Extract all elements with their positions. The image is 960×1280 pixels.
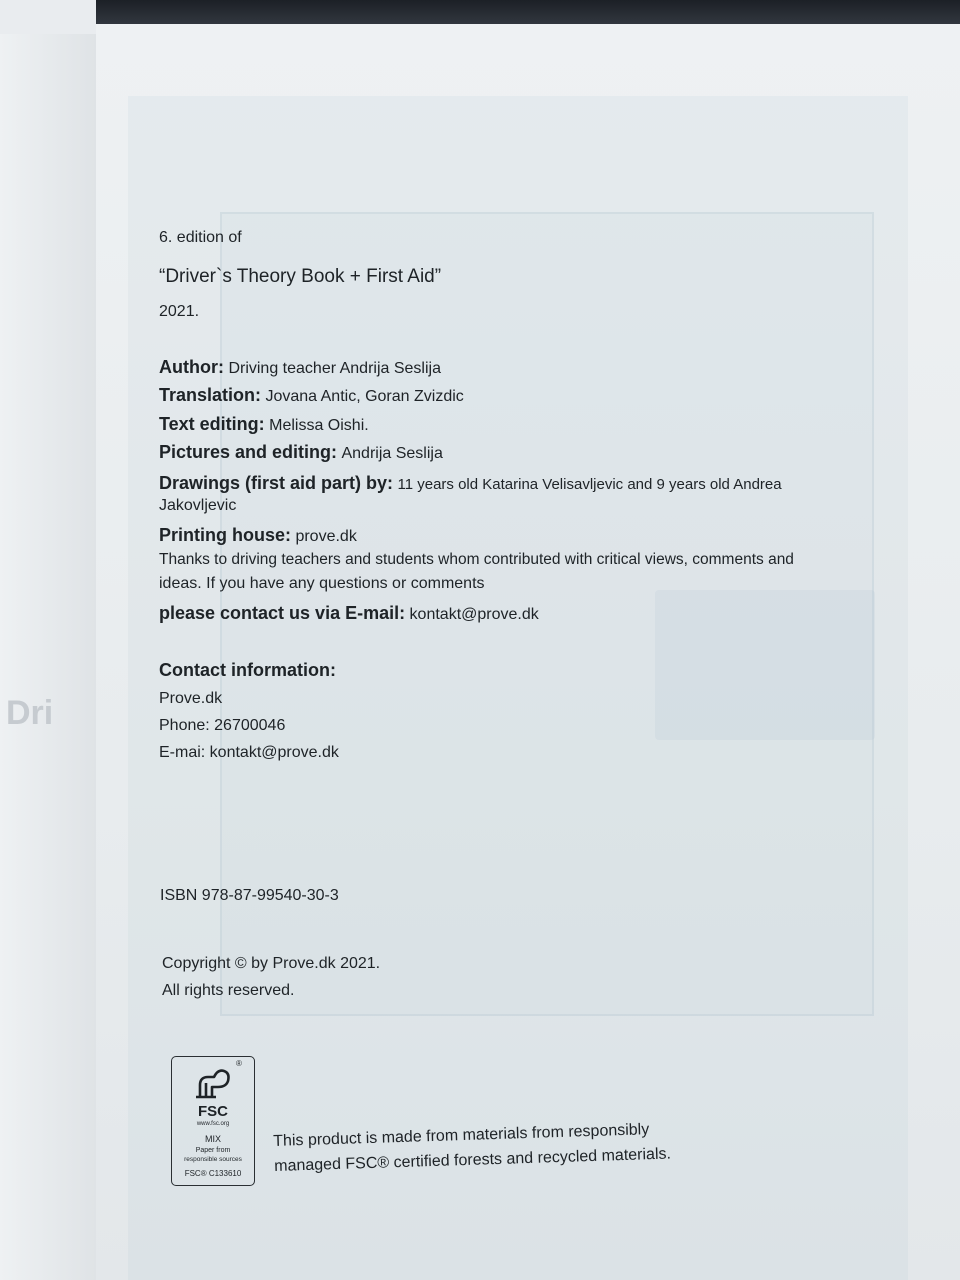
fsc-statement-line2: managed FSC® certified forests and recycled materials. <box>274 1145 672 1175</box>
pictures-value: Andrija Seslija <box>341 445 443 462</box>
text-editing-label: Text editing: <box>159 414 265 434</box>
author-value: Driving teacher Andrija Seslija <box>228 360 441 377</box>
contact-email: E-mai: kontakt@prove.dk <box>159 744 339 761</box>
thanks-line1: Thanks to driving teachers and students whom contributed with critical views, comments and <box>159 551 794 568</box>
fsc-paper-line2: responsible sources <box>184 1156 242 1163</box>
fsc-paper-line1: Paper from <box>195 1147 231 1154</box>
drawings-value-cont: Jakovljevic <box>159 497 237 514</box>
author-row <box>159 357 441 378</box>
drawings-row <box>159 473 782 494</box>
contact-company: Prove.dk <box>159 690 223 707</box>
printing-row <box>159 525 357 546</box>
translation-row <box>159 385 464 406</box>
book-title: “Driver`s Theory Book + First Aid” <box>159 266 442 287</box>
text-editing-row <box>159 414 369 435</box>
translation-value: Jovana Antic, Goran Zvizdic <box>265 388 464 405</box>
fsc-mix: MIX <box>204 1134 221 1144</box>
fsc-registered: ® <box>236 1059 242 1068</box>
show-through-text: Dri <box>6 694 54 732</box>
contact-email-label: please contact us via E-mail: <box>159 603 406 623</box>
copyright-line1: Copyright © by Prove.dk 2021. <box>162 955 381 972</box>
copyright-line2: All rights reserved. <box>162 982 295 999</box>
top-left-corner <box>0 0 96 34</box>
printing-value: prove.dk <box>295 528 357 545</box>
printing-label: Printing house: <box>159 525 291 545</box>
fsc-tree-icon <box>192 1063 234 1103</box>
bleed-through-photo <box>655 590 875 740</box>
translation-label: Translation: <box>159 385 262 405</box>
year: 2021. <box>159 303 200 320</box>
fsc-url: www.fsc.org <box>196 1121 230 1127</box>
drawings-label: Drawings (first aid part) by: <box>159 473 394 493</box>
binding-strip <box>0 34 96 1280</box>
author-label: Author: <box>159 357 224 377</box>
edition-line: 6. edition of <box>159 229 242 246</box>
contact-heading: Contact information: <box>159 660 336 680</box>
pictures-label: Pictures and editing: <box>159 442 338 462</box>
contact-phone: Phone: 26700046 <box>159 717 286 734</box>
drawings-value: 11 years old Katarina Velisavljevic and 9 years old Andrea <box>397 476 782 493</box>
pictures-row <box>159 442 443 463</box>
thanks-line2: ideas. If you have any questions or comments <box>159 575 485 592</box>
isbn: ISBN 978-87-99540-30-3 <box>160 887 339 904</box>
fsc-brand: FSC <box>198 1103 228 1120</box>
contact-email-row <box>159 603 539 624</box>
fsc-logo <box>171 1056 255 1186</box>
fsc-code: FSC® C133610 <box>184 1169 242 1178</box>
contact-email-value: kontakt@prove.dk <box>409 606 539 623</box>
text-editing-value: Melissa Oishi. <box>269 417 369 434</box>
fsc-statement-line1: This product is made from materials from responsibly <box>273 1121 650 1150</box>
